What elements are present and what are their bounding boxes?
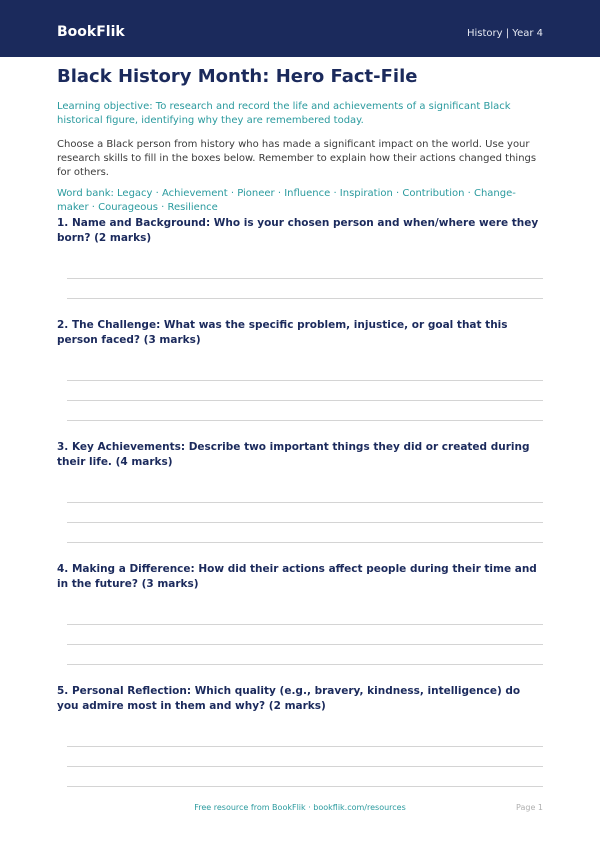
- answer-line[interactable]: [67, 786, 543, 787]
- learning-objective: Learning objective: To research and record the life and achievements of a significant Black historical figure, identifying why they are remembered today.: [57, 101, 511, 126]
- answer-line[interactable]: [67, 624, 543, 625]
- question-text: 3. Key Achievements: Describe two important things they did or created during their life. (4 marks): [57, 441, 530, 468]
- answer-line[interactable]: [67, 542, 543, 543]
- question-text: 5. Personal Reflection: Which quality (e.g., bravery, kindness, intelligence) do you admire most in them and why? (2 marks): [57, 685, 521, 712]
- intro-section: [57, 66, 543, 215]
- page-title: Black History Month: Hero Fact-File: [57, 66, 418, 87]
- answer-line[interactable]: [67, 746, 543, 747]
- instructions: Choose a Black person from history who has made a significant impact on the world. Use your research skills to fill in the boxes below. Remember to explain how their actions changed things for others.: [57, 139, 537, 178]
- question-text: 2. The Challenge: What was the specific problem, injustice, or goal that this person faced? (3 marks): [57, 319, 508, 346]
- question-2: [57, 318, 543, 347]
- word-bank: Word bank: Legacy · Achievement · Pioneer · Influence · Inspiration · Contribution · Change-maker · Courageous · Resilience: [57, 188, 516, 213]
- brand-logo: BookFlik: [57, 24, 125, 40]
- page-header: [0, 0, 600, 57]
- answer-line[interactable]: [67, 420, 543, 421]
- answer-line[interactable]: [67, 522, 543, 523]
- answer-line[interactable]: [67, 502, 543, 503]
- question-4: [57, 562, 543, 591]
- question-text: 1. Name and Background: Who is your chosen person and when/where were they born? (2 marks): [57, 217, 539, 244]
- page-number: Page 1: [516, 803, 543, 812]
- question-text: 4. Making a Difference: How did their actions affect people during their time and in the future? (3 marks): [57, 563, 537, 590]
- answer-line[interactable]: [67, 766, 543, 767]
- answer-line[interactable]: [67, 278, 543, 279]
- answer-line[interactable]: [67, 400, 543, 401]
- question-1: [57, 216, 543, 245]
- answer-line[interactable]: [67, 380, 543, 381]
- answer-line[interactable]: [67, 664, 543, 665]
- answer-line[interactable]: [67, 644, 543, 645]
- question-3: [57, 440, 543, 469]
- question-5: [57, 684, 543, 713]
- footer-resource-link[interactable]: Free resource from BookFlik · bookflik.com/resources: [194, 803, 406, 812]
- subject-year: History | Year 4: [466, 28, 543, 39]
- answer-line[interactable]: [67, 298, 543, 299]
